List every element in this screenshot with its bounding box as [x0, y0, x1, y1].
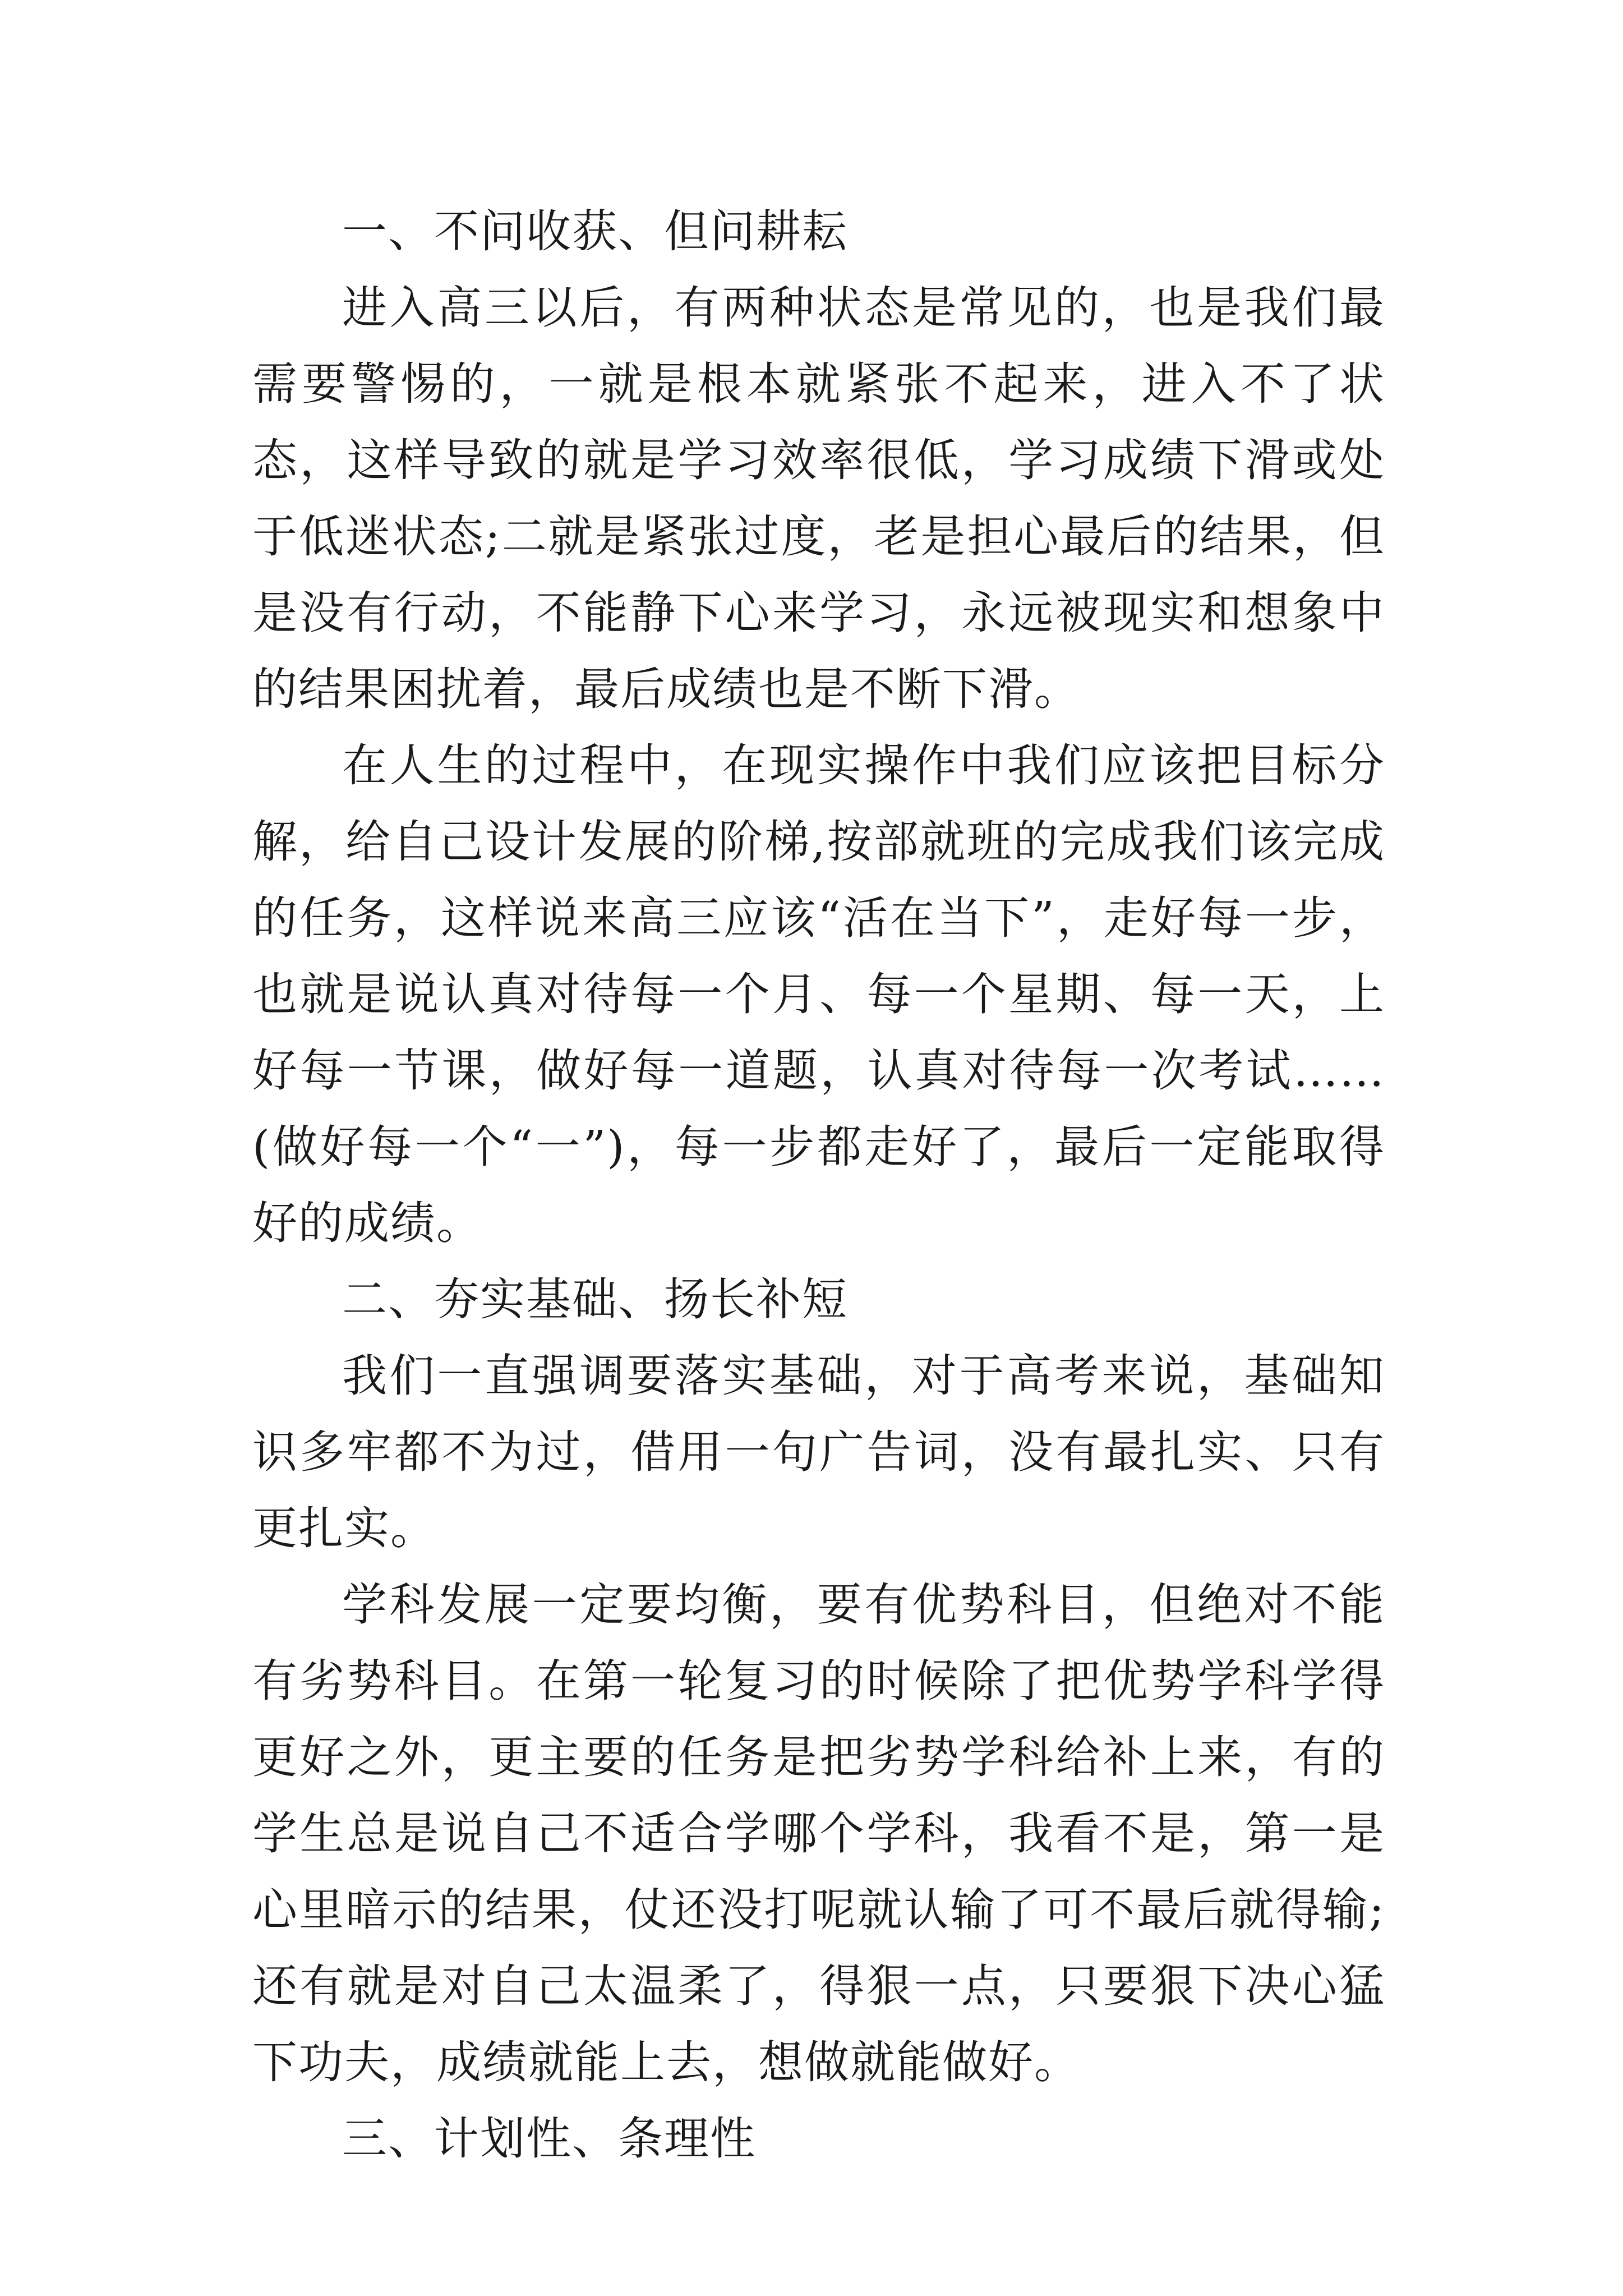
document-body — [252, 194, 1385, 2177]
paragraph-3: 我们一直强调要落实基础，对于高考来说，基础知识多牢都不为过，借用一句广告词，没有最扎实、只有更扎实。 — [252, 1350, 1385, 1554]
paragraph-4: 学科发展一定要均衡，要有优势科目，但绝对不能有劣势科目。在第一轮复习的时候除了把优势学科学得更好之外，更主要的任务是把劣势学科给补上来，有的学生总是说自己不适合学哪个学科，我看不是，第一是心里暗示的结果，仗还没打呢就认输了可不最后就得输;还有就是对自己太温柔了，得狠一点，只要狠下决心猛下功夫，成绩就能上去，想做就能做好。 — [252, 1579, 1385, 2088]
section-heading-3: 三、计划性、条理性 — [342, 2113, 756, 2165]
paragraph-1: 进入高三以后，有两种状态是常见的，也是我们最需要警惕的，一就是根本就紧张不起来，进入不了状态，这样导致的就是学习效率很低，学习成绩下滑或处于低迷状态;二就是紧张过度，老是担心最后的结果，但是没有行动，不能静下心来学习，永远被现实和想象中的结果困扰着，最后成绩也是不断下滑。 — [252, 282, 1385, 715]
section-heading-1: 一、不问收获、但问耕耘 — [342, 205, 848, 257]
paragraph-2: 在人生的过程中，在现实操作中我们应该把目标分解，给自己设计发展的阶梯,按部就班的完成我们该完成的任务，这样说来高三应该“活在当下”，走好每一步，也就是说认真对待每一个月、每一个星期、每一天，上好每一节课，做好每一道题，认真对待每一次考试……(做好每一个“一”)，每一步都走好了，最后一定能取得好的成绩。 — [252, 739, 1385, 1249]
section-heading-2: 二、夯实基础、扬长补短 — [342, 1273, 848, 1326]
